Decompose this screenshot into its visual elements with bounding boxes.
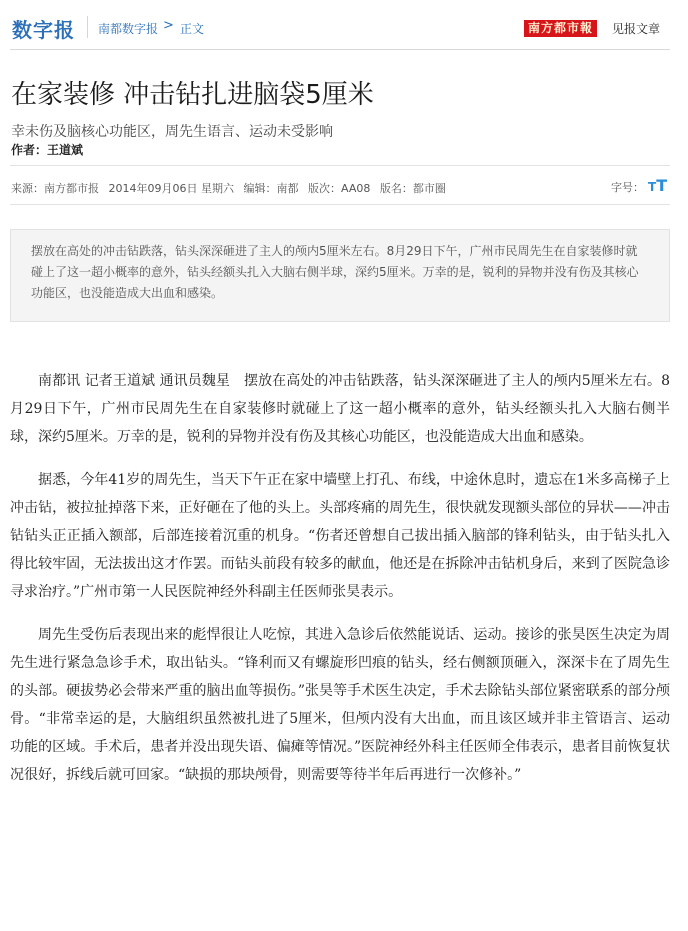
- breadcrumb-home-link[interactable]: 南都数字报: [98, 22, 159, 36]
- meta-edition: 版次：AA08: [308, 182, 371, 195]
- body-paragraph: 南都讯 记者王道斌 通讯员魏星 摆放在高处的冲击钻跌落，钻头深深砸进了主人的颅内5厘米左右。8月29日下午，广州市民周先生在自家装修时就碰上了这一超小概率的意外，钻头经额头扎入大脑右侧半球，深约5厘米。万幸的是，锐利的异物并没有伤及其核心功能区，也没能造成大出血和感染。: [10, 373, 670, 445]
- article-title: 在家装修 冲击钻扎进脑袋5厘米: [11, 80, 374, 110]
- header-divider-line: [10, 49, 670, 50]
- font-size-control: [611, 176, 667, 195]
- breadcrumb-chevron-icon: >: [163, 18, 174, 33]
- article-body: [10, 367, 670, 804]
- font-large-button[interactable]: T: [656, 176, 668, 195]
- author-name: 王道斌: [47, 143, 84, 157]
- meta-section: 版名：都市圈: [379, 182, 446, 195]
- meta-source: 来源：南方都市报: [11, 182, 99, 195]
- site-logo[interactable]: 数字报: [12, 18, 75, 42]
- article-meta: [11, 180, 452, 196]
- article-summary: 摆放在高处的冲击钻跌落，钻头深深砸进了主人的颅内5厘米左右。8月29日下午，广州市民周先生在自家装修时就碰上了这一超小概率的意外，钻头经额头扎入大脑右侧半球，深约5厘米。万幸的是，锐利的异物并没有伤及其核心功能区，也没能造成大出血和感染。: [10, 229, 670, 322]
- header-divider: [87, 16, 88, 38]
- meta-date: 2014年09月06日 星期六: [108, 182, 234, 195]
- meta-divider-top: [10, 165, 670, 166]
- font-small-button[interactable]: T: [648, 180, 657, 194]
- meta-divider-bottom: [10, 204, 670, 205]
- newspaper-brand-logo[interactable]: 南方都市報: [524, 20, 597, 37]
- article-author: [11, 141, 83, 158]
- author-label: 作者：: [11, 143, 48, 157]
- see-article-link[interactable]: 见报文章: [612, 22, 661, 36]
- meta-editor: 编辑：南都: [243, 182, 299, 195]
- top-bar: [0, 0, 688, 50]
- article-subtitle: 幸未伤及脑核心功能区，周先生语言、运动未受影响: [11, 124, 333, 140]
- body-paragraph: 据悉，今年41岁的周先生，当天下午正在家中墙壁上打孔、布线，中途休息时，遗忘在1米多高梯子上冲击钻，被拉扯掉落下来，正好砸在了他的头上。头部疼痛的周先生，很快就发现额头部位的异状——冲击钻钻头正正插入额部，后部连接着沉重的机身。“伤者还曾想自己拔出插入脑部的锋利钻头，由于钻头扎入得比较牢固，无法拔出这才作罢。而钻头前段有较多的献血，他还是在拆除冲击钻机身后，来到了医院急诊寻求治疗。”广州市第一人民医院神经外科副主任医师张昊表示。: [10, 472, 670, 600]
- font-size-label: 字号：: [611, 181, 644, 194]
- body-paragraph: 周先生受伤后表现出来的彪悍很让人吃惊，其进入急诊后依然能说话、运动。接诊的张昊医生决定为周先生进行紧急急诊手术，取出钻头。“锋利而又有螺旋形凹痕的钻头，经右侧额顶砸入，深深卡在了周先生的头部。硬拔势必会带来严重的脑出血等损伤。”张昊等手术医生决定，手术去除钻头部位紧密联系的部分颅骨。“非常幸运的是，大脑组织虽然被扎进了5厘米，但颅内没有大出血，而且该区域并非主管语言、运动功能的区域。手术后，患者并没出现失语、偏瘫等情况。”医院神经外科主任医师全伟表示，患者目前恢复状况很好，拆线后就可回家。“缺损的那块颅骨，则需要等待半年后再进行一次修补。”: [10, 627, 670, 783]
- breadcrumb-current: 正文: [180, 22, 205, 36]
